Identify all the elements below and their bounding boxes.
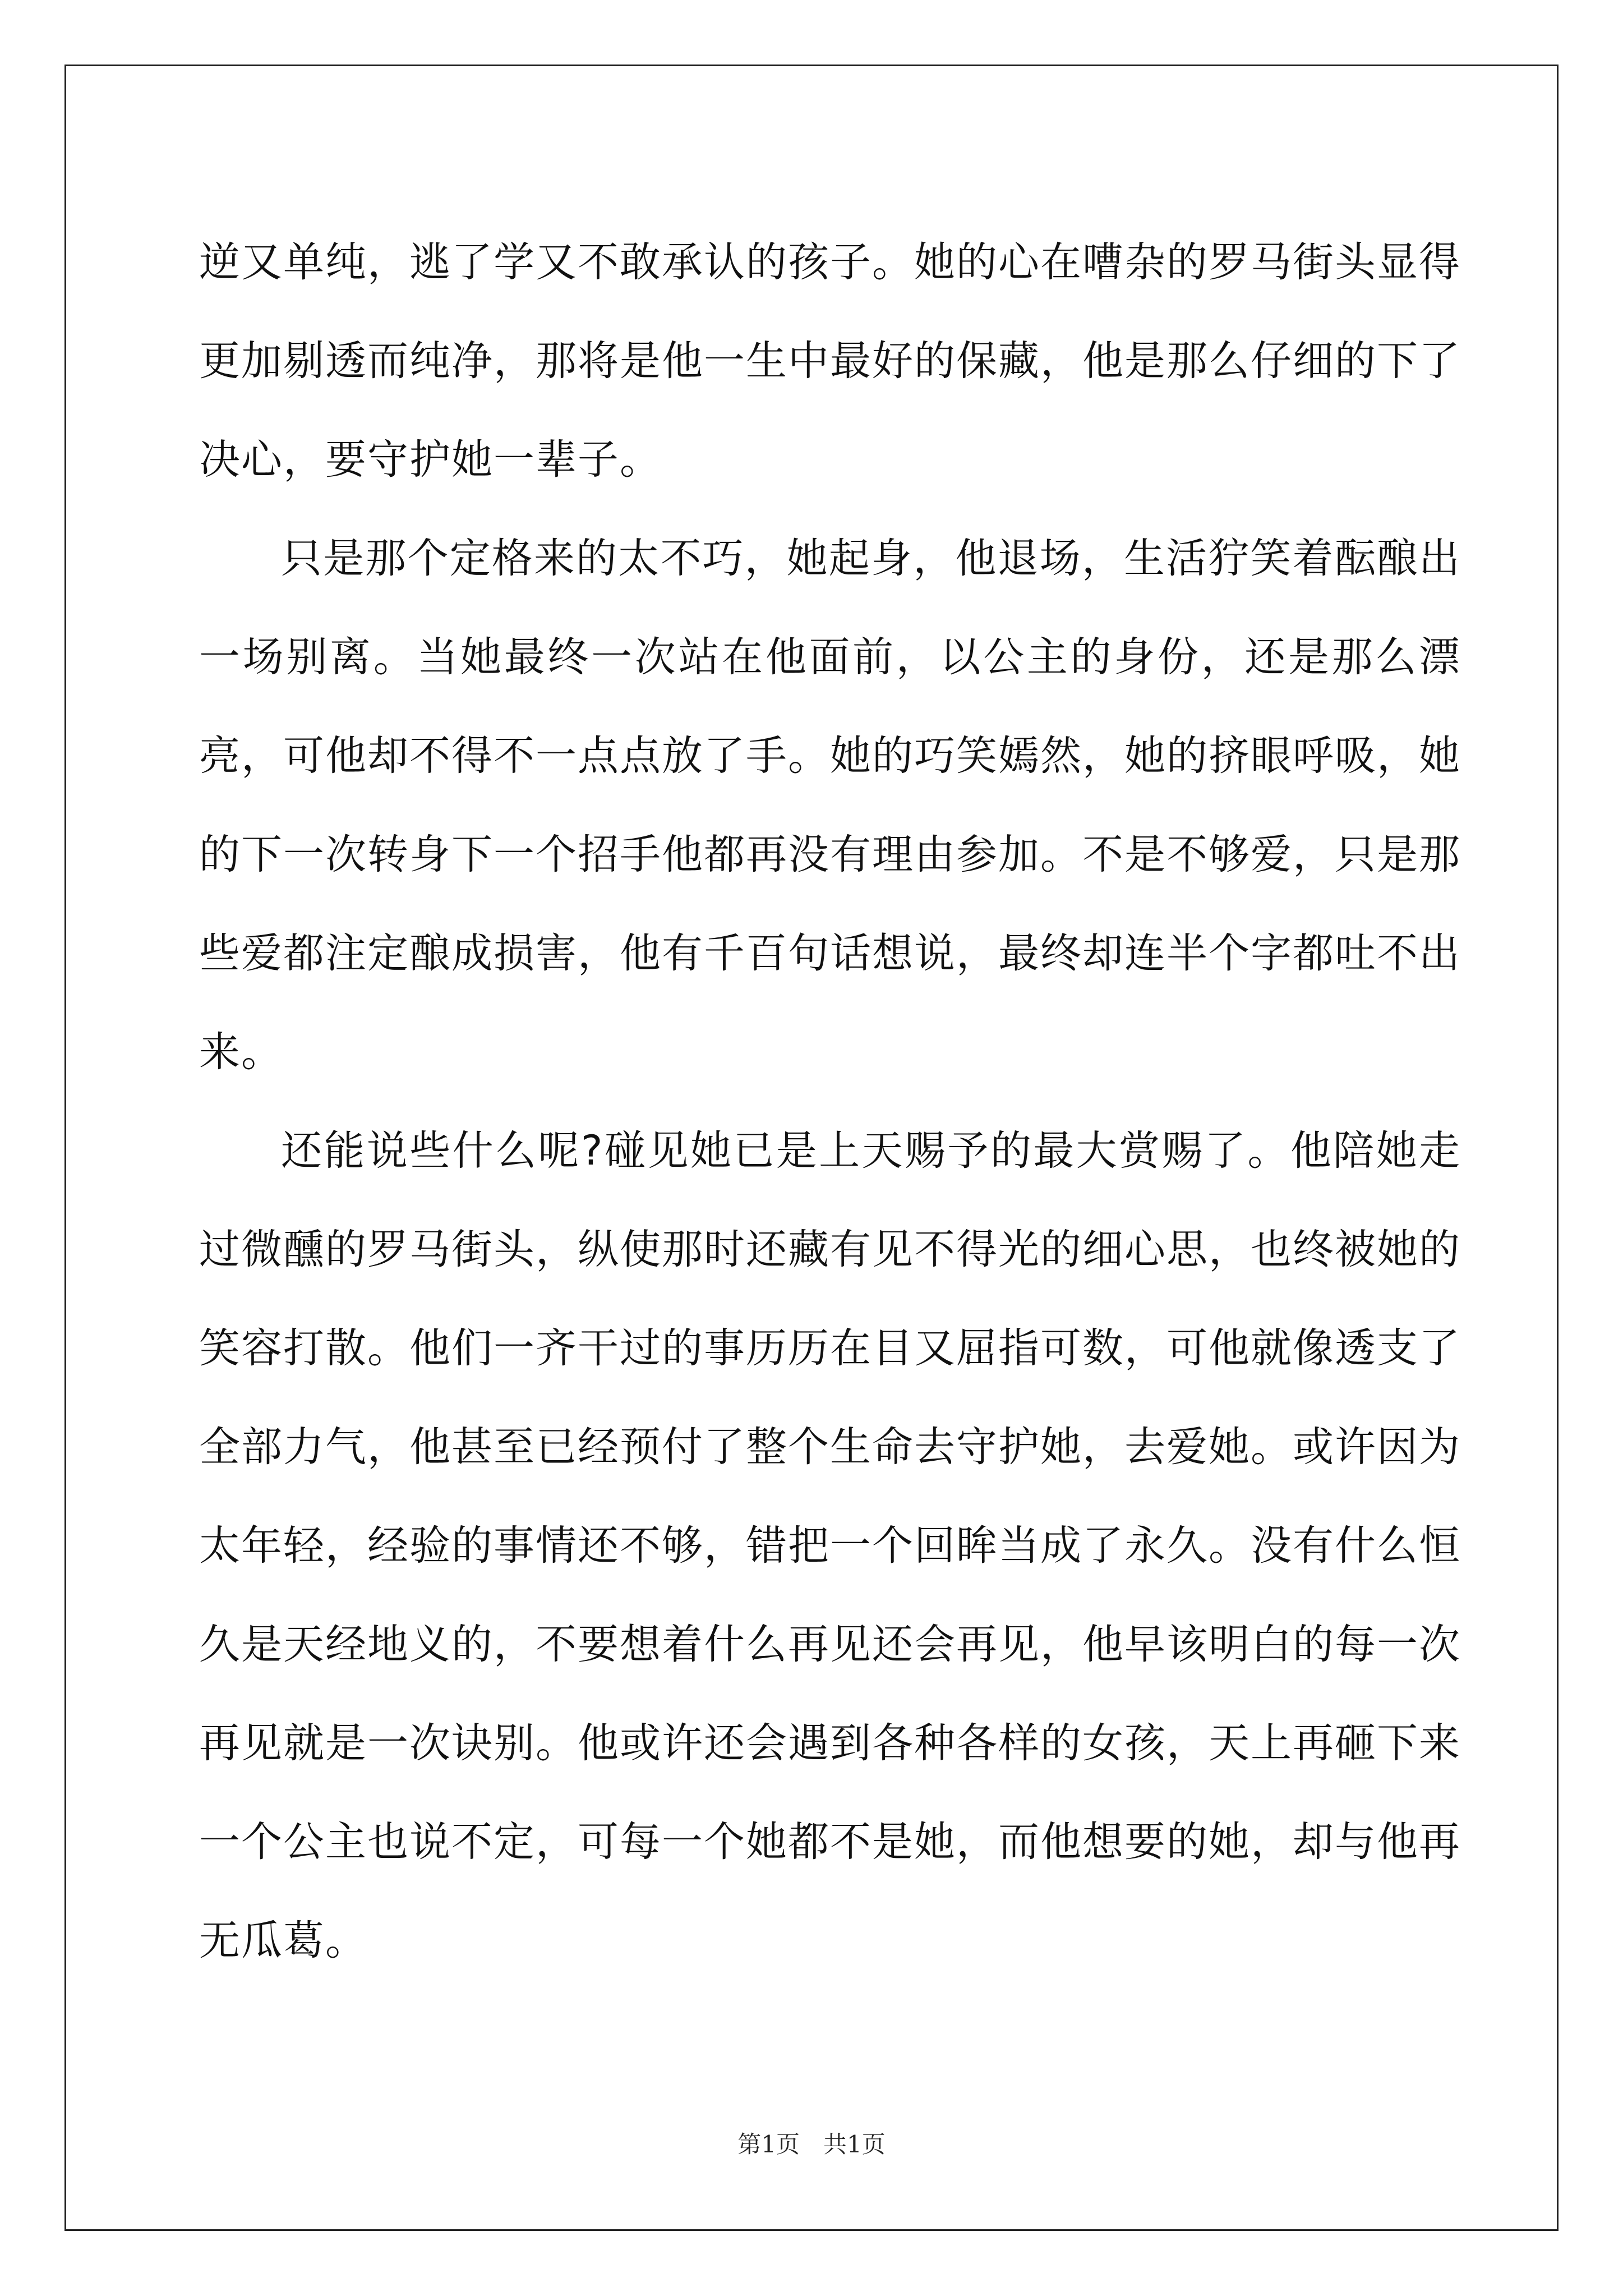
paragraph-1: 逆又单纯，逃了学又不敢承认的孩子。她的心在嘈杂的罗马街头显得更加剔透而纯净，那将是他一生中最好的保藏，他是那么仔细的下了决心，要守护她一辈子。: [199, 238, 1461, 484]
document-body: [199, 213, 1461, 1990]
paragraph-3: 还能说些什么呢?碰见她已是上天赐予的最大赏赐了。他陪她走过微醺的罗马街头，纵使那时还藏有见不得光的细心思，也终被她的笑容打散。他们一齐干过的事历历在目又屈指可数，可他就像透支了全部力气，他甚至已经预付了整个生命去守护她，去爱她。或许因为太年轻，经验的事情还不够，错把一个回眸当成了永久。没有什么恒久是天经地义的，不要想着什么再见还会再见，他早该明白的每一次再见就是一次诀别。他或许还会遇到各种各样的女孩，天上再砸下来一个公主也说不定，可每一个她都不是她，而他想要的她，却与他再无瓜葛。: [199, 1127, 1461, 1964]
page-footer: 第1页 共1页: [737, 2131, 886, 2158]
paragraph-2: 只是那个定格来的太不巧，她起身，他退场，生活狞笑着酝酿出一场别离。当她最终一次站在他面前，以公主的身份，还是那么漂亮，可他却不得不一点点放了手。她的巧笑嫣然，她的挤眼呼吸，她的下一次转身下一个招手他都再没有理由参加。不是不够爱，只是那些爱都注定酿成损害，他有千百句话想说，最终却连半个字都吐不出来。: [199, 535, 1461, 1076]
